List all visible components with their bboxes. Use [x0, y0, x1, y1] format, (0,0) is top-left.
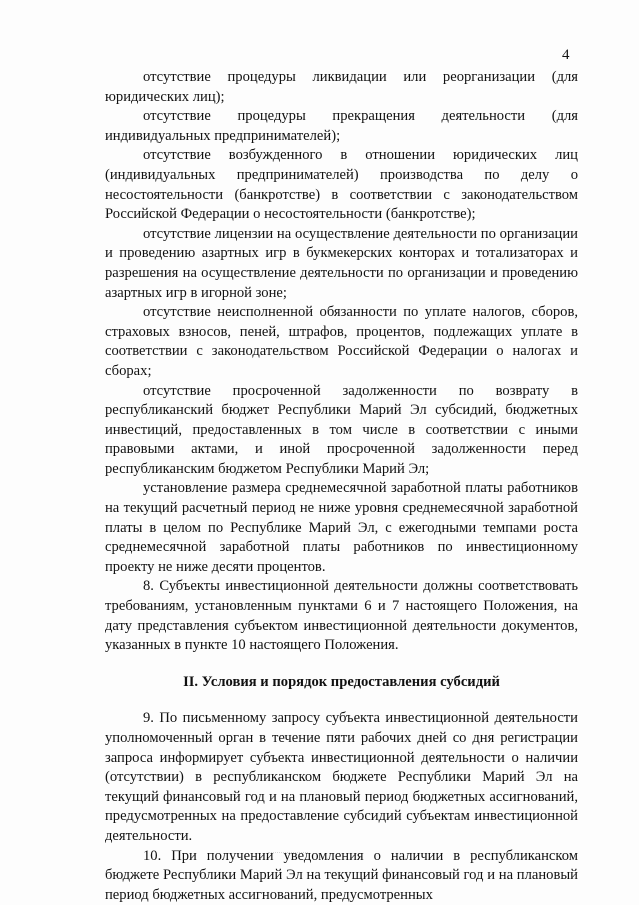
paragraph-no-tax-debt: отсутствие неисполненной обязанности по уплате налогов, сборов, страховых взносов, пеней, штрафов, процентов, подлежащих уплате в соответствии с законодательством Российской Федерации о налогах и сборах; [105, 304, 578, 379]
paragraph-no-overdue-debt: отсутствие просроченной задолженности по возврату в республиканский бюджет Республики Марий Эл субсидий, бюджетных инвестиций, предоставленных в том числе в соответствии с иными правовыми актами, и иной просроченной задолженности перед республиканским бюджетом Республики Марий Эл; [105, 382, 578, 477]
paragraph-no-gambling-license: отсутствие лицензии на осуществление деятельности по организации и проведению азартных игр в букмекерских конторах и тотализаторах и разрешения на осуществление деятельности по организации и проведению азартных игр в игорной зоне; [105, 225, 578, 301]
page-number: 4 [562, 47, 570, 63]
paragraph-item-9: 9. По письменному запросу субъекта инвестиционной деятельности уполномоченный орган в течение пяти рабочих дней со дня регистрации запроса информирует субъекта инвестиционной деятельности о наличии (отсутствии) в республиканском бюджете Республики Марий Эл на текущий финансовый год и на плановый период бюджетных ассигнований, предусмотренных на предоставление субсидий субъектам инвестиционной деятельности. [105, 710, 578, 844]
paragraph-no-liquidation: отсутствие процедуры ликвидации или реорганизации (для юридических лиц); [105, 69, 578, 105]
paragraph-salary-level: установление размера среднемесячной заработной платы работников на текущий расчетный период не ниже уровня среднемесячной заработной платы в целом по Республике Марий Эл, с ежегодными темпами роста среднемесячной заработной платы работников по инвестиционному проекту не ниже десяти процентов. [105, 480, 578, 575]
paragraph-item-10: 10. При получении уведомления о наличии в республиканском бюджете Республики Марий Эл на текущий финансовый год и на плановый период бюджетных ассигнований, предусмотренных [105, 847, 578, 903]
document-body [105, 68, 578, 905]
paragraph-no-termination: отсутствие процедуры прекращения деятельности (для индивидуальных предпринимателей); [105, 108, 578, 144]
paragraph-item-8: 8. Субъекты инвестиционной деятельности должны соответствовать требованиям, установленным пунктами 6 и 7 настоящего Положения, на дату представления субъектом инвестиционной деятельности документов, указанных в пункте 10 настоящего Положения. [105, 578, 578, 654]
scan-artifact [268, 852, 308, 854]
section-heading: II. Условия и порядок предоставления субсидий [183, 673, 500, 690]
paragraph-no-bankruptcy: отсутствие возбужденного в отношении юридических лиц (индивидуальных предпринимателей) производства по делу о несостоятельности (банкротстве) в соответствии с законодательством Российской Федерации о несостоятельности (банкротстве); [105, 147, 578, 223]
